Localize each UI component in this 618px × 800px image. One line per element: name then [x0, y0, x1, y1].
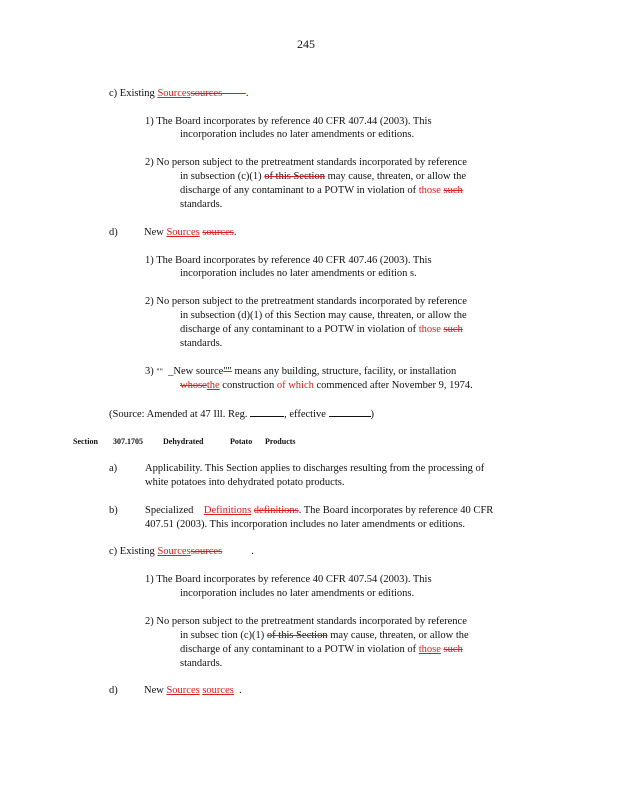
subsection-d2-heading: d) New Sources sources . [109, 685, 242, 696]
inserted-text: Sources [166, 227, 200, 238]
subsection-c2-heading: c) Existing Sourcessources . [109, 546, 254, 557]
section-title-word-2: Potato [230, 437, 253, 446]
item-c2-2-line4: standards. [180, 658, 223, 669]
section-label: Section [73, 437, 98, 446]
deleted-text: of this Section [266, 630, 328, 641]
inserted-text: of which [276, 380, 314, 391]
item-d1-3-line2: whosethe construction of which commenced after November 9, 1974. [180, 380, 473, 391]
inserted-text: Sources [166, 685, 200, 696]
inserted-text: those [418, 644, 441, 655]
subsection-d-heading: d) New Sources sources. [109, 227, 237, 238]
item-d1-1-line2: incorporation includes no later amendments or edition s. [180, 268, 417, 279]
item-d1-3: 3) "" _New source"" means any building, structure, facility, or installation [145, 366, 457, 377]
deleted-text: whose [180, 380, 207, 391]
subsection-a-label: a) [109, 463, 118, 474]
deleted-text: definitions [253, 505, 299, 516]
item-d1-2: 2) No person subject to the pretreatment standards incorporated by reference [145, 296, 467, 307]
deleted-text: sources [190, 88, 223, 99]
item-c2-2-line2: in subsec tion (c)(1) of this Section may cause, threaten, or allow the [180, 630, 469, 641]
subsection-head: Existing [119, 88, 155, 99]
item-c1-2-line3: discharge of any contaminant to a POTW in violation of those such [180, 185, 463, 196]
item-c1-1-line2: incorporation includes no later amendments or editions. [180, 129, 415, 140]
subsection-b-line1: Specialized Definitions definitions. The Board incorporates by reference 40 CFR [145, 505, 494, 516]
item-d1-1: 1) The Board incorporates by reference 40 CFR 407.46 (2003). This [145, 255, 432, 266]
item-c2-2-line3: discharge of any contaminant to a POTW in violation of those such [180, 644, 463, 655]
item-d1-2-line4: standards. [180, 338, 223, 349]
subsection-a-line1: Applicability. This Section applies to discharges resulting from the processing of [145, 463, 485, 474]
inserted-text: those [418, 324, 441, 335]
item-c1-2-line4: standards. [180, 199, 223, 210]
source-note: (Source: Amended at 47 Ill. Reg. , effective ) [109, 409, 375, 420]
deleted-text: sources [190, 546, 223, 557]
inserted-text: the [206, 380, 220, 391]
section-title-word-3: Products [265, 437, 296, 446]
deleted-text: such [443, 185, 463, 196]
subsection-b-line2: 407.51 (2003). This incorporation includes no later amendments or editions. [145, 519, 465, 530]
item-c1-2: 2) No person subject to the pretreatment standards incorporated by reference [145, 157, 467, 168]
item-c2-1-line2: incorporation includes no later amendments or editions. [180, 588, 415, 599]
page-number: 245 [297, 37, 315, 51]
inserted-text: those [418, 185, 441, 196]
section-title-word-1: Dehydrated [163, 437, 204, 446]
inserted-text: Sources [157, 546, 191, 557]
deleted-text: such [443, 324, 463, 335]
item-d1-2-line3: discharge of any contaminant to a POTW in violation of those such [180, 324, 463, 335]
section-number: 307.1705 [113, 437, 143, 446]
subsection-a-line2: white potatoes into dehydrated potato products. [145, 477, 345, 488]
deleted-text: of this Section [264, 171, 325, 182]
subsection-label: c) [109, 88, 118, 99]
item-c2-1: 1) The Board incorporates by reference 40 CFR 407.54 (2003). This [145, 574, 432, 585]
inserted-text: Definitions [203, 505, 252, 516]
inserted-text: Sources [157, 88, 191, 99]
item-c2-2: 2) No person subject to the pretreatment standards incorporated by reference [145, 616, 467, 627]
item-d1-2-line2: in subsection (d)(1) of this Section may cause, threaten, or allow the [180, 310, 467, 321]
item-c1-1: 1) The Board incorporates by reference 40 CFR 407.44 (2003). This [145, 116, 432, 127]
subsection-c-heading: c) Existing Sourcessources . [109, 88, 249, 99]
deleted-text: sources [202, 685, 234, 696]
item-c1-2-line2: in subsection (c)(1) of this Section may cause, threaten, or allow the [180, 171, 467, 182]
deleted-text: sources [202, 227, 234, 238]
deleted-text: such [443, 644, 463, 655]
subsection-b-label: b) [109, 505, 118, 516]
